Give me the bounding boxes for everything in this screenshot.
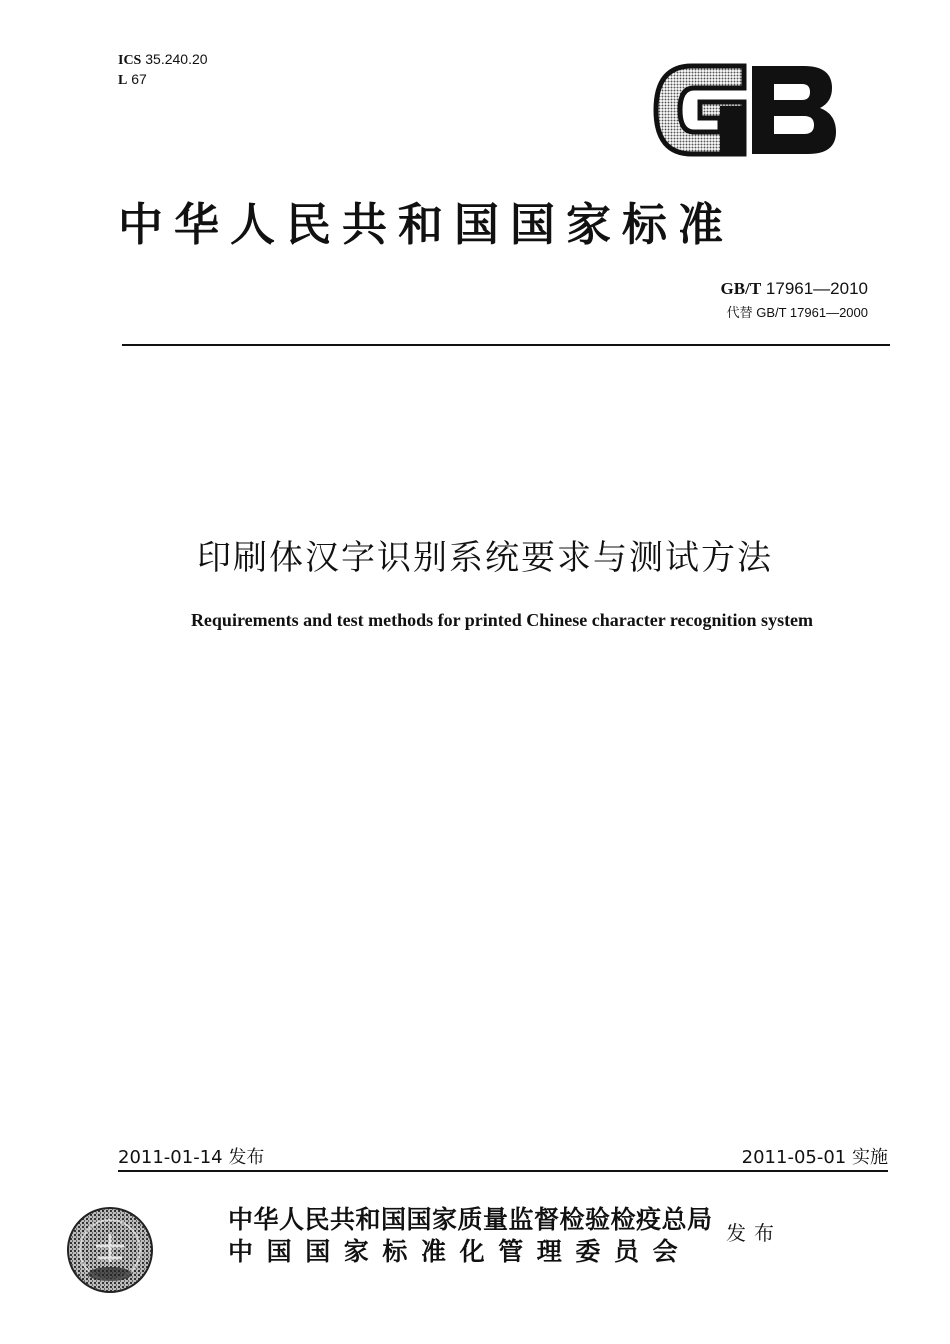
publish-label: 发布 <box>726 1221 782 1245</box>
issue-date: 2011-01-14 发布 <box>118 1147 265 1168</box>
standard-code-prefix: GB/T <box>720 279 762 298</box>
official-seal-icon <box>66 1206 154 1294</box>
standard-code-number: 17961—2010 <box>765 279 868 298</box>
implementation-date: 2011-05-01 实施 <box>741 1147 888 1168</box>
ics-label: ICS <box>118 53 142 68</box>
ccs-line <box>118 70 208 90</box>
footer-divider <box>118 1170 888 1172</box>
national-standard-title: 中华人民共和国国家标准 <box>118 198 735 251</box>
replaces-standard: 代替 GB/T 17961—2000 <box>726 305 868 320</box>
ccs-label: L <box>118 73 128 88</box>
document-title-chinese: 印刷体汉字识别系统要求与测试方法 <box>197 538 773 578</box>
issuer-sac: 中国国家标准化管理委员会 <box>228 1237 692 1266</box>
ics-code: 35.240.20 <box>145 51 208 67</box>
gb-standard-logo <box>652 62 840 158</box>
ics-line <box>118 50 208 70</box>
standard-code <box>721 279 868 299</box>
classification-codes <box>118 50 208 90</box>
issuer-aqsiq: 中华人民共和国国家质量监督检验检疫总局 <box>228 1205 713 1234</box>
document-title-english: Requirements and test methods for printed Chinese character recognition system <box>190 610 814 630</box>
header-divider <box>122 344 890 346</box>
ccs-code: 67 <box>131 71 147 87</box>
